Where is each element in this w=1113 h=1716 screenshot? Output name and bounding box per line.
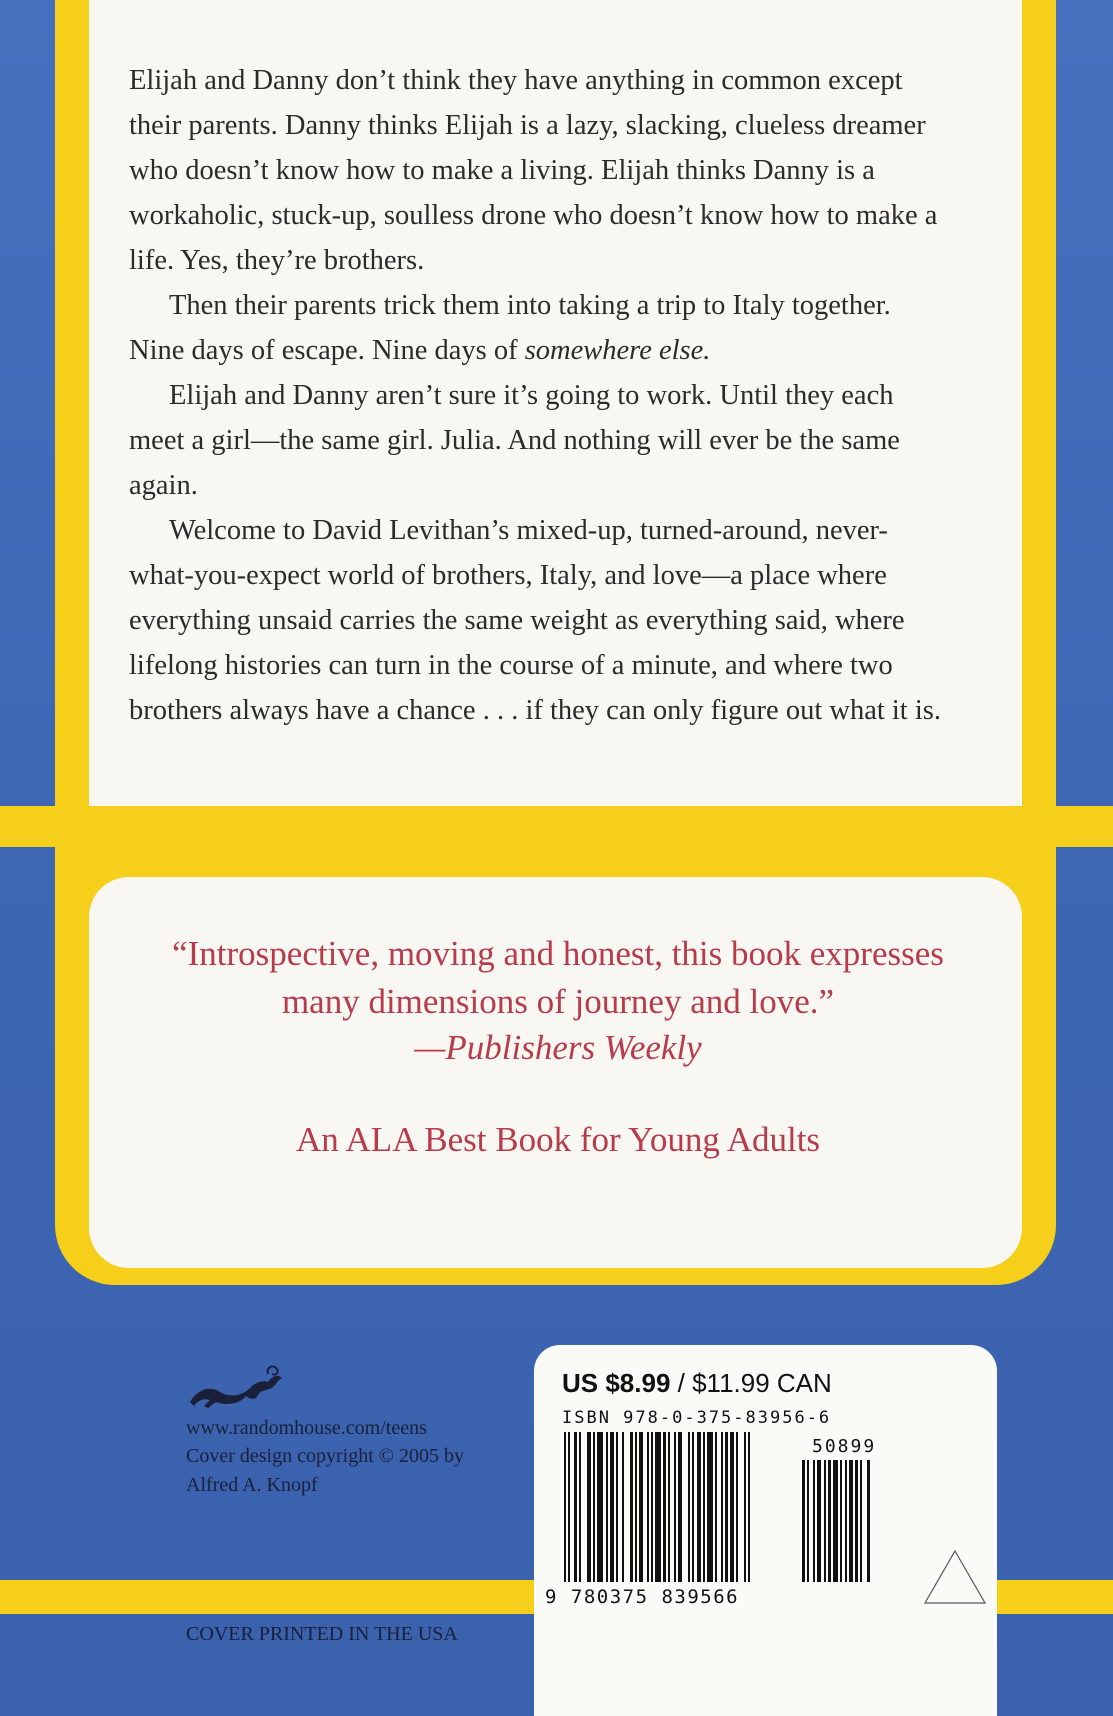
barcode-bar [849,1460,853,1582]
isbn-number: ISBN 978-0-375-83956-6 [562,1408,832,1428]
cover-copyright: Cover design copyright © 2005 by [186,1445,464,1467]
barcode-bar [833,1460,838,1582]
price-can: $11.99 CAN [692,1368,832,1398]
barcode-bar [655,1432,661,1582]
barcode-bar [606,1432,608,1582]
barcode-bar [597,1432,603,1582]
blurb-paragraph-2-text: Then their parents trick them into taking a trip to Italy together. Nine days of escape. Nine days of [129,290,891,366]
barcode-bar [697,1432,701,1582]
printed-in-usa: COVER PRINTED IN THE USA [186,1623,458,1645]
barcode-bar [845,1460,847,1582]
blurb-paragraph-1: Elijah and Danny don’t think they have anything in common except their parents. Danny thinks Elijah is a lazy, slacking, clueless dreamer who doesn’t know how to make a living. Elijah thinks Danny is a workaholic, stuck-up, soulless drone who doesn’t know how to make a life. Yes, they’re brothers. [129,65,938,276]
addon-code: 50899 [812,1436,877,1457]
review-quote: “Introspective, moving and honest, this book expresses many dimensions of journey and love.” [172,934,944,1021]
barcode-bar [678,1432,682,1582]
barcode-bar [574,1432,577,1582]
barcode-bar [635,1432,637,1582]
barcode-bar [840,1460,842,1582]
ean-barcode-icon [562,1432,787,1582]
barcode-bar [568,1432,570,1582]
award-line: An ALA Best Book for Young Adults [295,1120,821,1159]
barcode-bar [593,1432,595,1582]
barcode-bar [824,1460,826,1582]
barcode-bar [725,1432,728,1582]
publisher-name: Alfred A. Knopf [186,1474,318,1496]
addon-barcode-icon [800,1460,905,1582]
triangle-mark-icon [922,1548,988,1606]
barcode-bar [630,1432,633,1582]
barcode-bar [707,1432,713,1582]
barcode-bar [730,1432,734,1582]
barcode-bar [668,1432,670,1582]
blurb-paragraph-3: Elijah and Danny aren’t sure it’s going to work. Until they each meet a girl—the same girl. Julia. And nothing will ever be the same again. [129,380,900,501]
blurb-paragraph-2-italic: somewhere else. [524,335,711,366]
barcode-bar [579,1432,581,1582]
review-attribution: —Publishers Weekly [414,1028,702,1067]
barcode-bar [610,1432,614,1582]
barcode-bar [663,1432,666,1582]
barcode-bar [744,1432,746,1582]
barcode-bar [647,1432,649,1582]
yellow-stripe-middle [0,806,1113,847]
barcode-bar [639,1432,643,1582]
barcode-bar [616,1432,618,1582]
barcode-bar [802,1460,805,1582]
barcode-bar [855,1460,858,1582]
barcode-bar [817,1460,821,1582]
publisher-dog-logo-icon [186,1362,286,1412]
price-us: US $8.99 [562,1368,671,1398]
barcode-bar [715,1432,717,1582]
barcode-bar [807,1460,809,1582]
barcode-bar [674,1432,676,1582]
barcode-bar [651,1432,653,1582]
barcode-bar [688,1432,690,1582]
barcode-bar [622,1432,624,1582]
blurb-paragraph-4: Welcome to David Levithan’s mixed-up, turned-around, never-what-you-expect world of brothers, Italy, and love—a place where everything unsaid carries the same weight as everything said, where lifelong histories can turn in the course of a minute, and where two brothers always have a chance . . . if they can only figure out what it is. [129,515,941,726]
barcode-bar [703,1432,705,1582]
barcode-bar [736,1432,738,1582]
blurb-paragraph-2 [129,283,949,373]
blurb-text [129,58,949,733]
barcode-bar [564,1432,566,1582]
barcode-bar [587,1432,591,1582]
barcode-bar [692,1432,694,1582]
price-separator: / [670,1368,693,1398]
barcode-bar [828,1460,831,1582]
barcode-bar [860,1460,862,1582]
barcode-bar [813,1460,815,1582]
barcode-bar [748,1432,750,1582]
publisher-url: www.randomhouse.com/teens [186,1417,427,1439]
barcode-bar [721,1432,723,1582]
barcode-bar [867,1460,870,1582]
price-line [562,1368,832,1399]
ean-digits: 9 780375 839566 [545,1586,740,1608]
